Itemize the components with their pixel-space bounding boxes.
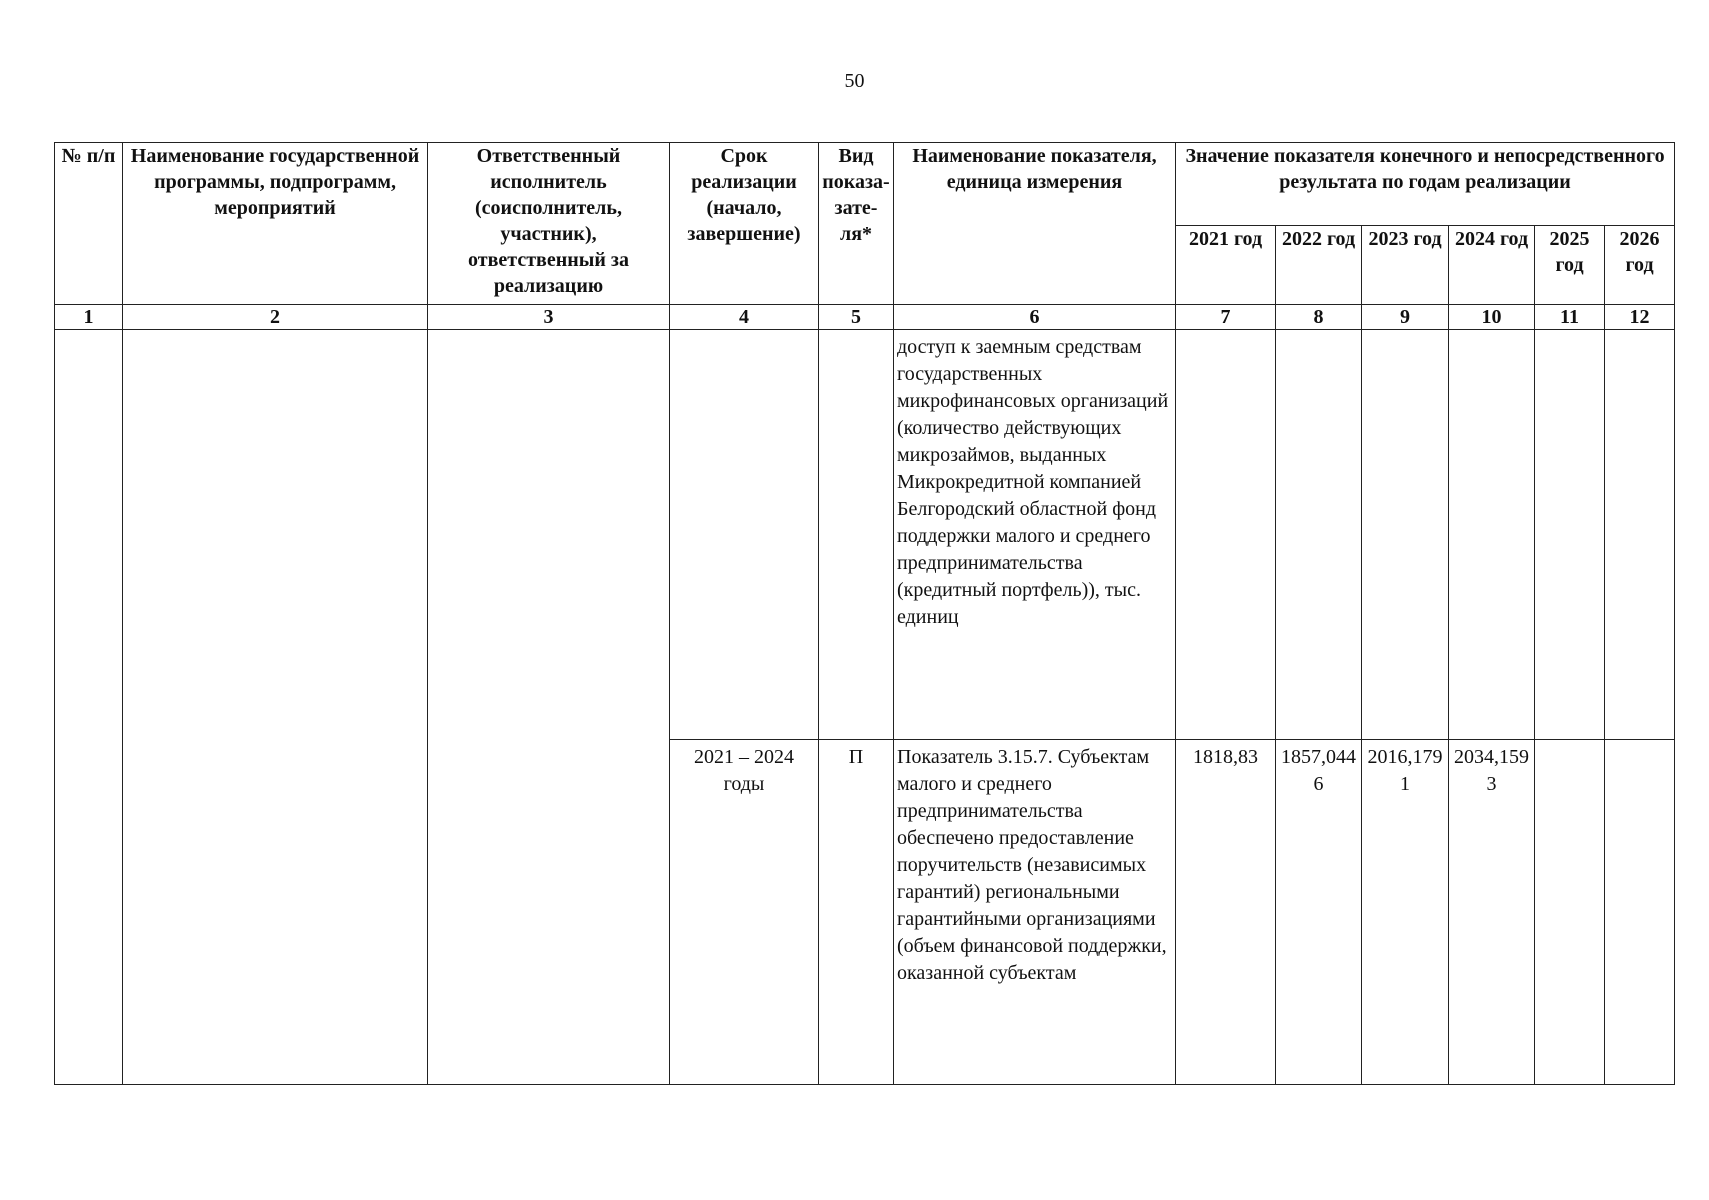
header-year-2022: 2022 год	[1276, 226, 1362, 305]
indicators-table	[54, 142, 1675, 1085]
header-year-2021: 2021 год	[1176, 226, 1276, 305]
column-number: 2	[123, 305, 428, 330]
column-number: 9	[1362, 305, 1449, 330]
cell-value-2021: 1818,83	[1176, 740, 1276, 1085]
cell-value-2025	[1535, 740, 1605, 1085]
column-number: 11	[1535, 305, 1605, 330]
header-year-2024: 2024 год	[1449, 226, 1535, 305]
cell-period: 2021 – 2024 годы	[670, 740, 819, 1085]
header-executor: Ответственный исполнитель (соисполнитель, участник), ответственный за реализацию	[428, 143, 670, 305]
cell-period	[670, 330, 819, 740]
column-number: 5	[819, 305, 894, 330]
header-indicator-type: Вид показа-зате-ля*	[819, 143, 894, 305]
cell-indicator-type: П	[819, 740, 894, 1085]
cell-indicator-name: Показатель 3.15.7. Субъектам малого и среднего предпринимательства обеспечено предоставление поручительств (независимых гарантий) региональными гарантийными организациями (объем финансовой поддержки, оказанной субъектам	[894, 740, 1176, 1085]
column-number: 10	[1449, 305, 1535, 330]
page-number: 50	[844, 70, 865, 92]
cell-indicator-type	[819, 330, 894, 740]
cell-value-2022: 1857,0446	[1276, 740, 1362, 1085]
header-indicator-name: Наименование показателя, единица измерения	[894, 143, 1176, 305]
header-program-name: Наименование государственной программы, подпрограмм, мероприятий	[123, 143, 428, 305]
header-num: № п/п	[55, 143, 123, 305]
cell-value-2024	[1449, 330, 1535, 740]
column-number: 3	[428, 305, 670, 330]
header-year-2025: 2025 год	[1535, 226, 1605, 305]
cell-value-2026	[1605, 330, 1675, 740]
header-period: Срок реализации (начало, завершение)	[670, 143, 819, 305]
cell-program-name	[123, 330, 428, 1085]
cell-value-2022	[1276, 330, 1362, 740]
cell-value-2026	[1605, 740, 1675, 1085]
cell-executor	[428, 330, 670, 1085]
header-values-group: Значение показателя конечного и непосредственного результата по годам реализации	[1176, 143, 1675, 226]
cell-indicator-name: доступ к заемным средствам государственных микрофинансовых организаций (количество действующих микрозаймов, выданных Микрокредитной компанией Белгородский областной фонд поддержки малого и среднего предпринимательства (кредитный портфель)), тыс. единиц	[894, 330, 1176, 740]
cell-num	[55, 330, 123, 1085]
column-number-row	[55, 305, 1675, 330]
column-number: 12	[1605, 305, 1675, 330]
cell-value-2023	[1362, 330, 1449, 740]
column-number: 6	[894, 305, 1176, 330]
cell-value-2023: 2016,1791	[1362, 740, 1449, 1085]
column-number: 7	[1176, 305, 1276, 330]
cell-value-2021	[1176, 330, 1276, 740]
table-row	[55, 330, 1675, 740]
column-number: 8	[1276, 305, 1362, 330]
column-number: 4	[670, 305, 819, 330]
cell-value-2025	[1535, 330, 1605, 740]
column-number: 1	[55, 305, 123, 330]
header-year-2026: 2026 год	[1605, 226, 1675, 305]
header-year-2023: 2023 год	[1362, 226, 1449, 305]
cell-value-2024: 2034,1593	[1449, 740, 1535, 1085]
